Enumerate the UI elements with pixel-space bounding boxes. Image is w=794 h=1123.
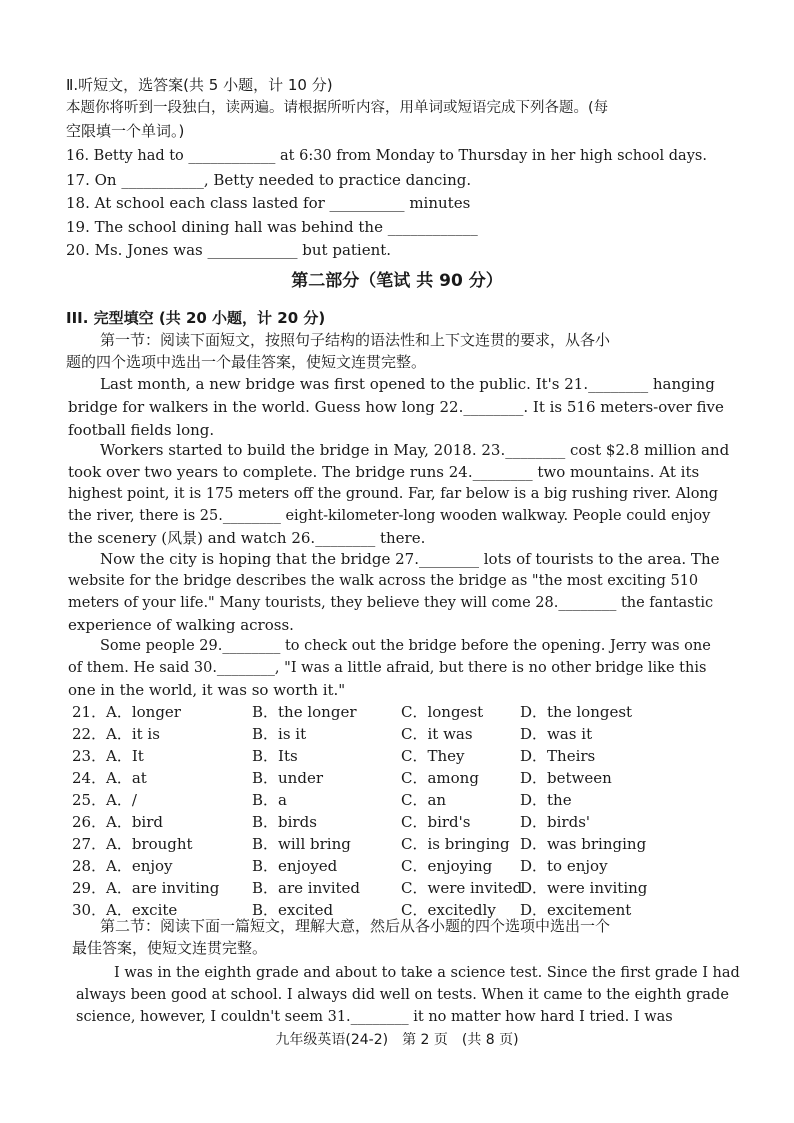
passage-line: highest point, it is 175 meters off the ground. Far, far below is a big rushing river. Along [68,486,719,502]
option-d: D．the [520,791,572,809]
passage-line: Some people 29.________ to check out the bridge before the opening. Jerry was one [100,638,711,654]
option-b: B．enjoyed [252,857,338,875]
option-c: C．excitedly [401,901,496,919]
option-d: D．excitement [520,901,632,919]
passage-line: meters of your life." Many tourists, they believe they will come 28.________ the fantastic [68,595,714,611]
option-c: C．enjoying [401,857,493,875]
option-b: B．are invited [252,879,361,897]
option-number: 29． [72,879,107,897]
option-number: 26． [72,813,107,831]
option-number: 24． [72,769,107,787]
instruction-line: 最佳答案，使短文连贯完整。 [72,939,268,957]
passage-line: I was in the eighth grade and about to take a science test. Since the first grade I had [114,965,740,981]
option-c: C．longest [401,703,484,721]
passage-line: football fields long. [68,421,215,439]
option-number: 28． [72,857,107,875]
passage-line: bridge for walkers in the world. Guess how long 22.________. It is 516 meters-over five [68,398,724,416]
section-heading-listening: Ⅱ.听短文，选答案(共 5 小题，计 10 分) [66,76,333,94]
option-d: D．to enjoy [520,857,608,875]
option-d: D．were inviting [520,879,648,897]
passage-line: the river, there is 25.________ eight-kilometer-long wooden walkway. People could enjoy [68,508,711,524]
option-b: B．under [252,769,323,787]
option-a: A．excite [106,901,178,919]
option-b: B．excited [252,901,334,919]
option-d: D．between [520,769,612,787]
option-a: A．bird [106,813,164,831]
instruction-line: 第一节：阅读下面短文，按照句子结构的语法性和上下文连贯的要求，从各小 [100,331,611,349]
question-17: 17. On ___________, Betty needed to practice dancing. [66,171,472,189]
option-a: A．longer [106,703,181,721]
passage-line: the scenery (风景) and watch 26.________ there. [68,529,426,547]
option-b: B．will bring [252,835,351,853]
passage-line: took over two years to complete. The bridge runs 24.________ two mountains. At its [68,463,700,481]
passage-line: one in the world, it was so worth it." [68,681,346,699]
passage-line: website for the bridge describes the walk across the bridge as "the most exciting 510 [68,573,699,589]
passage-line: always been good at school. I always did well on tests. When it came to the eighth grade [76,987,729,1003]
question-20: 20. Ms. Jones was ____________ but patient. [66,241,392,259]
option-b: B．birds [252,813,317,831]
instruction-line: 空限填一个单词。) [66,122,185,140]
option-number: 21． [72,703,107,721]
option-b: B．is it [252,725,307,743]
passage-line: Now the city is hoping that the bridge 27.________ lots of tourists to the area. The [100,550,720,568]
option-c: C．an [401,791,447,809]
option-b: B．a [252,791,287,809]
passage-line: experience of walking across. [68,616,294,634]
option-number: 23． [72,747,107,765]
passage-line: science, however, I couldn't seem 31.________ it no matter how hard I tried. I was [76,1009,673,1025]
instruction-line: 本题你将听到一段独白，读两遍。请根据所听内容，用单词或短语完成下列各题。(每 [66,100,609,116]
option-d: D．the longest [520,703,633,721]
instruction-line: 题的四个选项中选出一个最佳答案，使短文连贯完整。 [66,353,427,371]
passage-line: Workers started to build the bridge in May, 2018. 23.________ cost $2.8 million and [100,441,730,459]
option-c: C．were invited [401,879,523,897]
section-heading-cloze: III. 完型填空 (共 20 小题，计 20 分) [66,309,326,327]
option-a: A．at [106,769,147,787]
option-d: D．Theirs [520,747,596,765]
option-a: A．it is [106,725,160,743]
instruction-line: 第二节：阅读下面一篇短文，理解大意，然后从各小题的四个选项中选出一个 [100,917,611,935]
option-d: D．was bringing [520,835,647,853]
question-19: 19. The school dining hall was behind the ____________ [66,218,478,236]
option-number: 22． [72,725,107,743]
option-c: C．among [401,769,479,787]
option-number: 30． [72,901,107,919]
option-a: A．It [106,747,144,765]
question-18: 18. At school each class lasted for __________ minutes [66,194,471,212]
option-c: C．it was [401,725,473,743]
option-d: D．birds' [520,813,591,831]
option-c: C．They [401,747,465,765]
option-a: A．brought [106,835,193,853]
option-c: C．is bringing [401,835,510,853]
option-a: A．enjoy [106,857,173,875]
part-title: 第二部分（笔试 共 90 分） [291,271,503,291]
option-d: D．was it [520,725,593,743]
passage-line: Last month, a new bridge was first opened to the public. It's 21.________ hanging [100,375,715,393]
option-b: B．the longer [252,703,357,721]
option-number: 27． [72,835,107,853]
question-16: 16. Betty had to ____________ at 6:30 from Monday to Thursday in her high school days. [66,148,707,164]
option-b: B．Its [252,747,298,765]
passage-line: of them. He said 30.________, "I was a little afraid, but there is no other bridge like this [68,660,707,676]
option-a: A．are inviting [106,879,220,897]
option-number: 25． [72,791,107,809]
page-footer: 九年级英语(24-2) 第 2 页 (共 8 页) [275,1032,519,1048]
option-a: A．/ [106,791,137,809]
option-c: C．bird's [401,813,471,831]
